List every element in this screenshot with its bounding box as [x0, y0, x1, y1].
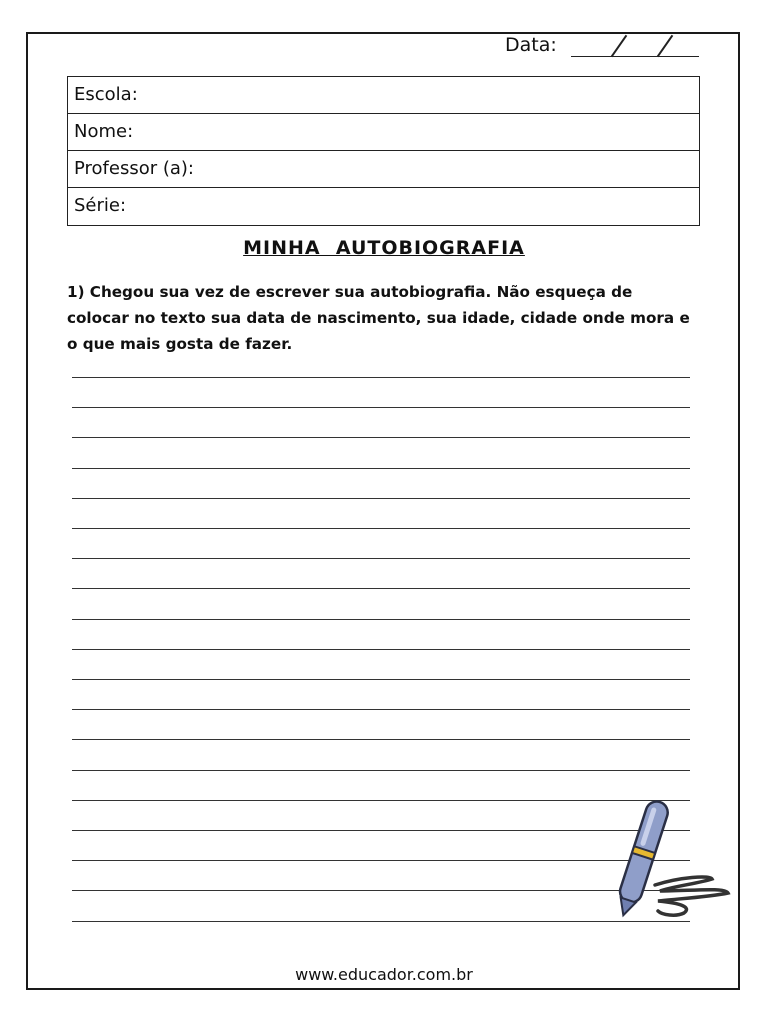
writing-line[interactable] [72, 739, 690, 740]
writing-line[interactable] [72, 649, 690, 650]
school-field[interactable]: Escola: [68, 77, 699, 114]
writing-line[interactable] [72, 498, 690, 499]
writing-line[interactable] [72, 709, 690, 710]
writing-line[interactable] [72, 890, 690, 891]
writing-line[interactable] [72, 921, 690, 922]
writing-line[interactable] [72, 588, 690, 589]
writing-line[interactable] [72, 800, 690, 801]
writing-line[interactable] [72, 619, 690, 620]
writing-line[interactable] [72, 558, 690, 559]
footer-url[interactable]: www.educador.com.br [295, 965, 473, 984]
worksheet-title: MINHA AUTOBIOGRAFIA [243, 237, 525, 259]
writing-line[interactable] [72, 437, 690, 438]
name-field[interactable]: Nome: [68, 114, 699, 151]
pen-icon [600, 795, 740, 925]
writing-line[interactable] [72, 468, 690, 469]
teacher-field[interactable]: Professor (a): [68, 151, 699, 188]
writing-line[interactable] [72, 860, 690, 861]
date-field[interactable] [571, 56, 699, 57]
writing-line[interactable] [72, 377, 690, 378]
writing-line[interactable] [72, 407, 690, 408]
student-info-table [67, 76, 700, 226]
grade-field[interactable]: Série: [74, 195, 127, 216]
writing-line[interactable] [72, 830, 690, 831]
writing-line[interactable] [72, 770, 690, 771]
question-text: 1) Chegou sua vez de escrever sua autobiografia. Não esqueça de colocar no texto sua data de nascimento, sua idade, cidade onde mora e o que mais gosta de fazer. [67, 283, 690, 353]
date-label: Data: [505, 34, 557, 56]
writing-line[interactable] [72, 679, 690, 680]
writing-line[interactable] [72, 528, 690, 529]
